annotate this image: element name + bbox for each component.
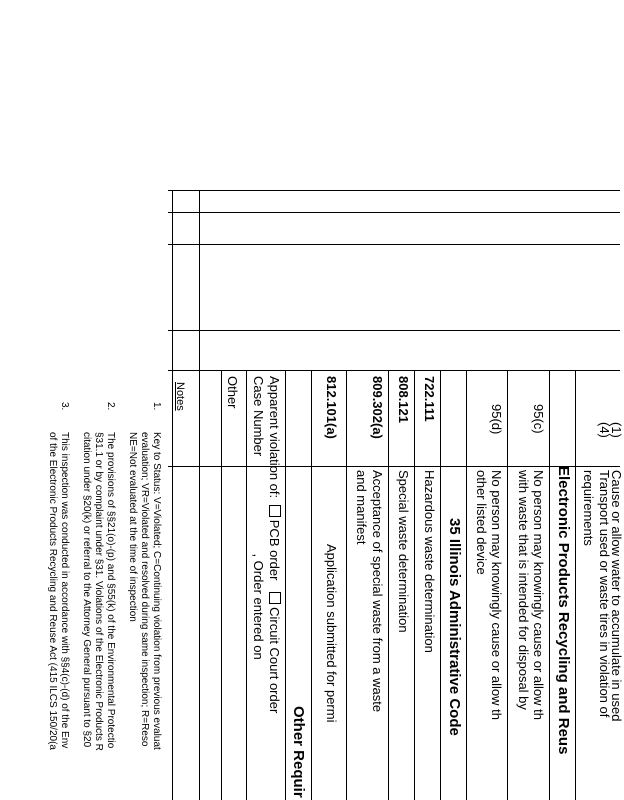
note-line: of the Electronic Products Recycling and Reuse Act (415 ILCS 150/20(a	[47, 432, 58, 750]
note-number: 2.	[105, 402, 116, 411]
apparent-violation-row	[267, 376, 282, 713]
note-line: This inspection was conducted in accordance with §§4(c)-(d) of the Env	[59, 432, 70, 749]
table-rule	[549, 370, 550, 800]
pcb-order-checkbox[interactable]	[269, 505, 281, 517]
row-text: Transport used or waste tires in violation of	[597, 470, 612, 718]
table-rule	[466, 370, 467, 800]
note-line: The provisions of §§21(o)-(p) and §55(k) of the Environmental Protectio	[105, 432, 116, 749]
note-line: §31.1 or by complaint under §31. Violations of the Electronic Products R	[93, 432, 104, 751]
table-col-divider	[168, 370, 620, 371]
note-line: evaluation; VR=Violated and resolved during same inspection; R=Reso	[139, 432, 150, 747]
table-rule	[346, 370, 347, 800]
circuit-court-order-label: Circuit Court order	[267, 607, 282, 714]
apparent-violation-label: Apparent violation of:	[267, 376, 282, 499]
note-line: NE=Not evaluated at the time of inspection	[127, 432, 138, 622]
table-col-divider	[168, 212, 620, 213]
table-rule	[414, 370, 415, 800]
order-entered-label: , Order entered on	[251, 553, 266, 660]
code-cell: 722.111	[422, 376, 437, 422]
section-heading-electronic: Electronic Products Recycling and Reus	[555, 466, 572, 755]
row-text-cont: requirements	[581, 470, 596, 546]
table-rule	[388, 370, 389, 800]
table-col-divider	[168, 244, 620, 245]
desc-cell: Application submitted for permi	[324, 544, 339, 723]
table-rule	[575, 370, 576, 800]
note-line: Key to Status: V=Violated; C=Continuing violation from previous evaluat	[151, 432, 162, 750]
table-border-left	[168, 190, 620, 191]
desc-cell: Special waste determination	[396, 470, 411, 633]
pcb-order-label: PCB order	[267, 519, 282, 581]
note-number: 1.	[151, 402, 162, 411]
note-number: 3.	[59, 402, 70, 411]
row-num: (4)	[597, 422, 612, 438]
table-rule	[440, 370, 441, 800]
table-col-divider	[168, 330, 620, 331]
case-number-label: Case Number	[251, 376, 266, 457]
desc-cell: Hazardous waste determination	[422, 470, 437, 653]
code-cell: 95(d)	[489, 404, 504, 435]
desc-cell-cont: with waste that is intended for disposal by	[516, 470, 531, 710]
section-heading-other: Other Requir	[290, 706, 307, 798]
circuit-court-order-checkbox[interactable]	[269, 592, 281, 604]
case-number-row	[251, 376, 266, 660]
table-rule	[507, 370, 508, 800]
table-rule	[172, 190, 173, 800]
partial-row-text: Cause or allow water to accumulate in used	[609, 470, 624, 722]
desc-cell: No person may knowingly cause or allow th	[531, 470, 546, 721]
code-cell: 808.121	[396, 376, 411, 423]
notes-heading: Notes	[174, 382, 186, 411]
other-label: Other	[225, 376, 240, 409]
code-cell: 95(c)	[531, 404, 546, 434]
section-heading-admin: 35 Illinois Administrative Code	[446, 518, 463, 736]
table-rule	[285, 370, 286, 800]
table-rule	[221, 370, 222, 800]
desc-cell: Acceptance of special waste from a waste	[370, 470, 385, 713]
code-cell: 812.101(a)	[324, 376, 339, 439]
table-rule	[199, 190, 200, 800]
code-cell: 809.302(a)	[370, 376, 385, 439]
table-col-divider	[168, 466, 620, 467]
note-line: citation under §20(k) or referral to the Attorney General pursuant to §20	[81, 432, 92, 748]
table-rule	[246, 370, 247, 800]
table-rule	[311, 370, 312, 800]
partial-row-num: (1)	[609, 422, 624, 438]
desc-cell: No person may knowingly cause or allow th	[489, 470, 504, 721]
desc-cell-cont: and manifest	[354, 470, 369, 545]
desc-cell-cont: other listed device	[474, 470, 489, 575]
